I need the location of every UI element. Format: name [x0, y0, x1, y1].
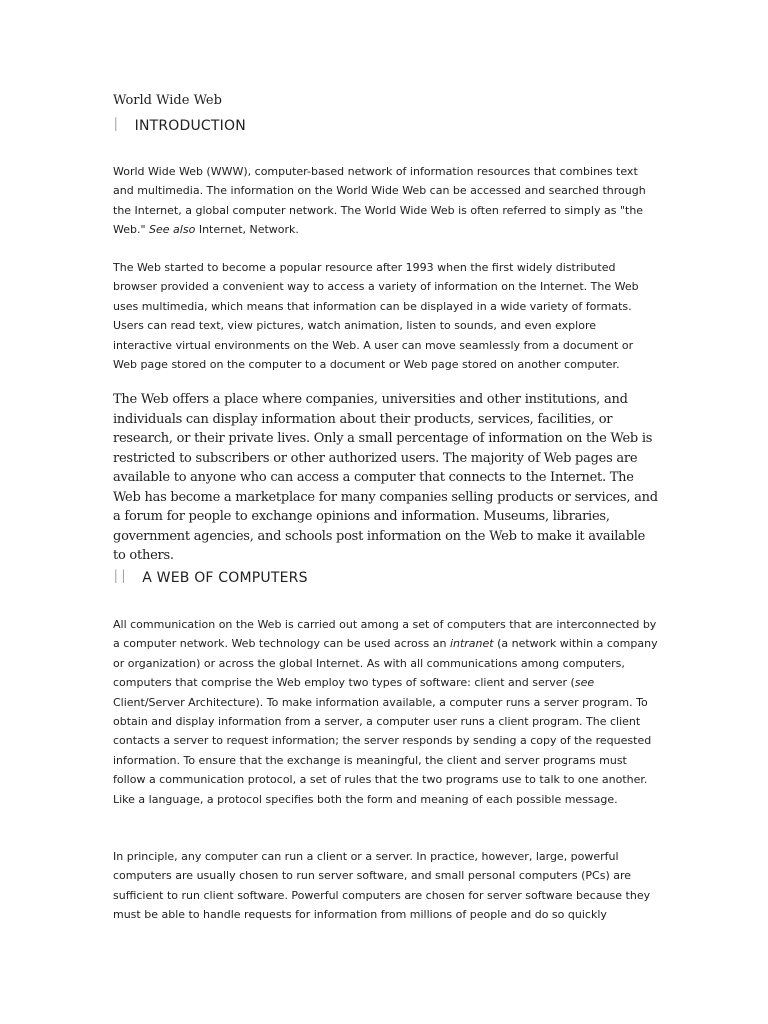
paragraph-computers-1: All communication on the Web is carried out among a set of computers that are interconnected by a computer network. Web technology can be used across an intranet (a network within a company or organization) or across the global Internet. As with all communications among computers, computers that comprise the Web employ two types of software: client and server (see Client/Server Architecture). To make information available, a computer runs a server program. To obtain and display information from a server, a computer user runs a client program. The client contacts a server to request information; the server responds by sending a copy of the requested information. To ensure that the exchange is meaningful, the client and server programs must follow a communication protocol, a set of rules that the two programs use to talk to one another. Like a language, a protocol specifies both the form and meaning of each possible message. — [113, 618, 658, 806]
section-title: INTRODUCTION — [134, 117, 246, 134]
section-numeral: II — [113, 566, 129, 588]
section-title: A WEB OF COMPUTERS — [142, 569, 308, 586]
section-numeral: I — [113, 114, 121, 136]
document-title: World Wide Web — [113, 93, 222, 108]
paragraph-intro-1: World Wide Web (WWW), computer-based network of information resources that combines text and multimedia. The information on the World Wide Web can be accessed and searched through the Internet, a global computer network. The World Wide Web is often referred to simply as "the Web." See also Internet, Network. — [113, 165, 646, 237]
paragraph-intro-2: The Web started to become a popular resource after 1993 when the first widely distributed browser provided a convenient way to access a variety of information on the Internet. The Web uses multimedia, which means that information can be displayed in a wide variety of formats. Users can read text, view pictures, watch animation, listen to sounds, and even explore interactive virtual environments on the Web. A user can move seamlessly from a document or Web page stored on the computer to a document or Web page stored on another computer. — [113, 261, 639, 372]
section-heading-introduction — [113, 116, 246, 135]
paragraph-intro-3: The Web offers a place where companies, universities and other institutions, and individuals can display information about their products, services, facilities, or research, or their private lives. Only a small percentage of information on the Web is restricted to subscribers or other authorized users. The majority of Web pages are available to anyone who can access a computer that connects to the Internet. The Web has become a marketplace for many companies selling products or services, and a forum for people to exchange opinions and information. Museums, libraries, government agencies, and schools post information on the Web to make it available to others. — [113, 392, 658, 563]
section-heading-web-of-computers — [113, 568, 308, 587]
paragraph-computers-2: In principle, any computer can run a client or a server. In practice, however, large, powerful computers are usually chosen to run server software, and small personal computers (PCs) are sufficient to run client software. Powerful computers are chosen for server software because they must be able to handle requests for information from millions of people and do so quickly — [113, 850, 651, 922]
